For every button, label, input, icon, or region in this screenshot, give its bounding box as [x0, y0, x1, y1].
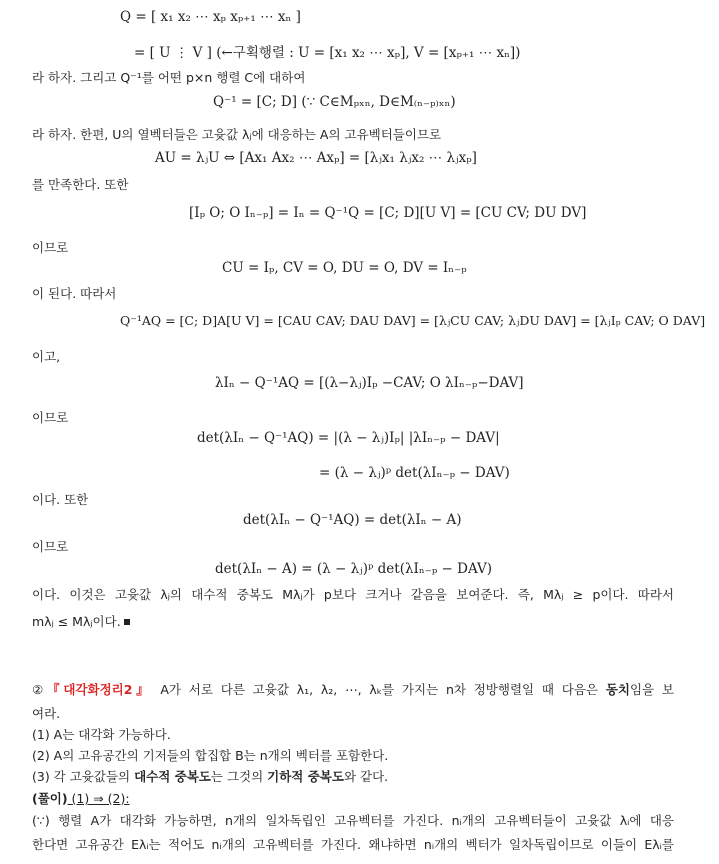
- text-line: 이다. 또한: [32, 492, 89, 507]
- eq-identity-block: [Iₚ O; O Iₙ₋ₚ] = Iₙ = Q⁻¹Q = [C; D][U V] = [CU CV; DU DV]: [189, 205, 587, 221]
- solution-line: 한다면 고유공간 Eλᵢ는 적어도 nᵢ개의 고유벡터를 가진다. 왜냐하면 nᵢ개의 벡터가 일차독립이므로 이들이 Eλᵢ를: [32, 837, 674, 852]
- theorem-text: 임을 보: [629, 682, 674, 697]
- theorem-text: 여라.: [32, 706, 61, 721]
- eq-eigen-relation: AU = λⱼU ⇔ [Ax₁ Ax₂ ⋯ Axₚ] = [λⱼx₁ λⱼx₂ ⋯ λⱼxₚ]: [155, 150, 477, 166]
- eq-block-relations: CU = Iₚ, CV = O, DU = O, DV = Iₙ₋ₚ: [222, 260, 467, 276]
- solution-step: (1) ⇒ (2):: [67, 791, 130, 806]
- theorem-item-3: [32, 767, 388, 785]
- eq-det-block: det(λIₙ − Q⁻¹AQ) = |(λ − λⱼ)Iₚ| |λIₙ₋ₚ − DAV|: [197, 430, 500, 446]
- theorem-text: 는 그것의: [210, 769, 268, 784]
- theorem-text: 와 같다.: [343, 769, 389, 784]
- text-line: mλⱼ ≤ Mλⱼ이다.: [32, 614, 121, 629]
- text-line: 를 만족한다. 또한: [32, 177, 129, 192]
- text-line: 이다. 이것은 고윳값 λⱼ의 대수적 중복도 Mλⱼ가 p보다 크거나 같음을 보여준다. 즉, Mλⱼ ≥ p이다. 따라서: [32, 587, 674, 602]
- text-line: 이므로: [32, 539, 69, 554]
- eq-det-final: det(λIₙ − A) = (λ − λⱼ)ᵖ det(λIₙ₋ₚ − DAV): [215, 561, 493, 577]
- solution-line: (∵) 행렬 A가 대각화 가능하면, n개의 일차독립인 고유벡터를 가진다. nᵢ개의 고유벡터들이 고윳값 λᵢ에 대응: [32, 813, 674, 828]
- text-line: 라 하자. 한편, U의 열벡터들은 고윳값 λⱼ에 대응하는 A의 고유벡터들이므로: [32, 127, 442, 142]
- theorem-title: 『대각화정리2』: [47, 682, 153, 697]
- solution-label: (풀이): [32, 791, 68, 806]
- text-line: 라 하자. 그리고 Q⁻¹를 어떤 p×n 행렬 C에 대하여: [32, 70, 306, 85]
- eq-det-factored: = (λ − λⱼ)ᵖ det(λIₙ₋ₚ − DAV): [319, 465, 510, 481]
- eq-q-columns: Q = [ x₁ x₂ ⋯ xₚ xₚ₊₁ ⋯ xₙ ]: [120, 9, 301, 25]
- eq-similarity: Q⁻¹AQ = [C; D]A[U V] = [CAU CAV; DAU DAV] = [λⱼCU CAV; λⱼDU DAV] = [λⱼIₚ CAV; O DAV]: [120, 313, 706, 328]
- eq-q-inverse: Q⁻¹ = [C; D] (∵ C∈Mₚₓₙ, D∈M₍ₙ₋ₚ₎ₓₙ): [213, 94, 456, 110]
- text-line: 이므로: [32, 410, 69, 425]
- theorem-statement: [32, 680, 674, 698]
- text-line: 이고,: [32, 349, 61, 364]
- theorem-number: ②: [32, 682, 48, 697]
- theorem-text: A가 서로 다른 고윳값 λ₁, λ₂, ⋯, λₖ를 가지는 n차 정방행렬일 때 다음은: [152, 682, 606, 697]
- solution-heading: [32, 789, 130, 807]
- text-line: 이므로: [32, 240, 69, 255]
- qed-square-icon: [124, 619, 130, 625]
- theorem-item-2: (2) A의 고유공간의 기저들의 합집합 B는 n개의 벡터를 포함한다.: [32, 748, 389, 763]
- theorem-item-1: (1) A는 대각화 가능하다.: [32, 727, 171, 742]
- eq-q-partition: = [ U ⋮ V ] (←구획행렬 : U = [x₁ x₂ ⋯ xₚ], V = [xₚ₊₁ ⋯ xₙ]): [134, 45, 521, 61]
- theorem-keyword: 기하적 중복도: [267, 769, 344, 784]
- conclusion-line: [32, 612, 130, 630]
- text-line: 이 된다. 따라서: [32, 286, 117, 301]
- eq-characteristic-block: λIₙ − Q⁻¹AQ = [(λ−λⱼ)Iₚ −CAV; O λIₙ₋ₚ−DAV]: [215, 375, 524, 391]
- eq-det-similar: det(λIₙ − Q⁻¹AQ) = det(λIₙ − A): [243, 512, 462, 528]
- theorem-keyword: 대수적 중복도: [134, 769, 211, 784]
- theorem-keyword: 동치: [605, 682, 630, 697]
- theorem-text: (3) 각 고윳값들의: [32, 769, 135, 784]
